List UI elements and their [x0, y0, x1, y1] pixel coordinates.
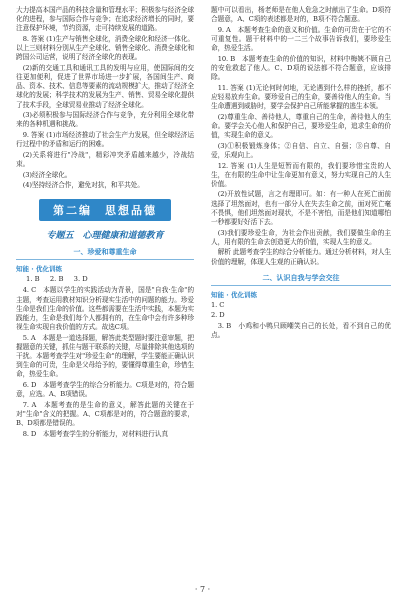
page-number: · 7 ·	[194, 585, 211, 594]
paragraph: 9. 答案 (1)市场经济推动了社会生产力发展，但全球经济运行过程中的矛盾和运行的困难。	[16, 131, 194, 149]
answer-item: 2. B	[49, 275, 64, 284]
section-title	[16, 247, 194, 260]
knowledge-label: 知能 · 优化训练	[16, 265, 62, 274]
section-divider	[211, 285, 391, 286]
paragraph: (3)①积极锻炼身体；②自信、自立、自强；③自尊、自爱，乐观向上。	[211, 141, 391, 159]
paragraph: (2)关系将进行"冷战"，精彩冲突矛盾越来越少，冷战结束。	[16, 150, 194, 168]
paragraph: 5. A 本题是一道选择题，解答此类型题时要注意审题，把握题意的关键，抓住与题干联系的关键，尽量排除其他选项的干扰。本题考查学生对"珍爱生命"的理解，学生要能正确认识到生命的可贵，生命是父母给予的，要懂得尊重生命，珍惜生命，热爱生命。	[16, 333, 194, 379]
left-column	[16, 6, 194, 440]
answers-row	[26, 275, 194, 283]
paragraph: 8. D 本题考查学生的分析能力，对材料进行认真	[22, 429, 168, 438]
section-title-text: 一、珍爱和尊重生命	[73, 248, 137, 257]
paragraph: 6. D 本题考查学生的综合分析能力。C项是对的，符合题意，应选。A、B项错误。	[16, 381, 194, 399]
topic-title: 专题五 心理健康和道德教育	[46, 231, 164, 242]
paragraph: 9. A 本题考查生命的意义和价值。生命的可贵在于它的不可重复性。题干材料中的一二三个故事告诉我们，要珍爱生命，热爱生活。	[211, 25, 391, 53]
paragraph: (3)经济全球化。	[22, 170, 72, 179]
paragraph: 8. 答案 (1)生产与销售全球化，消费全球化和经济一体化。以上三则材料分别从生产全球化、销售全球化、消费全球化和跨国公司运营，说明了经济全球化的表现。	[16, 34, 194, 62]
paragraph: 4. C 本题以学生的实践活动为背景，国是"自我·生命"的主题，考查运用教材知识分析现实生活中的问题的能力。珍爱生命是我们生命的价值。这些都需要在生活中实践，本题为实践能力，生命是我们每个人都拥有的，在生命中会有许多种珍视生命实现自我价值的方式。故选C项。	[16, 286, 194, 332]
part-banner: 第二编 思想品德	[39, 199, 171, 221]
section-title-text: 二、认识自我与学会交往	[262, 273, 340, 282]
right-column	[211, 6, 391, 440]
paragraph: (2)新的交通工具和通讯工具的发明与应用，使国际间的交往更加便利，促进了世界市场进一步扩展，各国间生产、商品、资本、技术、信息等要素的流动规模扩大，推动了经济全球化的发展；科学技术的发展为生产、销售、贸易全球化提供了技术手段，全球贸易业推动了经济全球化。	[16, 63, 194, 109]
answer-item: 3. D	[73, 275, 88, 284]
paragraph: 2. D	[211, 311, 225, 320]
paragraph: 1. C	[211, 300, 225, 309]
paragraph: (4)坚持经济合作，避免对抗，和平共处。	[22, 181, 144, 190]
paragraph: 解析 此题考查学生的综合分析能力。通过分析材料，对人生价值的理解，体现人生观的正确认识。	[211, 248, 391, 266]
paragraph: 3. B 小鸡和小鸭只顾嘲笑自己的长处，看不到自己的优点。	[211, 322, 391, 340]
paragraph: 10. B 本题考查生命的价值的知识，材料中梅姨不顾自己的安危救起了他人。C、D项的说法都不符合题意，应该排除。	[211, 54, 391, 82]
part-banner-wrap	[16, 199, 194, 221]
paragraph: 11. 答案 (1)无论何时何地，无论遇到什么样的挫折，都不应轻易放弃生命。要珍爱自己的生命，要善待他人的生命。当生命遭遇到威胁时，要学会保护自己所能掌握的逃生本领。	[211, 83, 391, 111]
two-column-layout	[16, 6, 391, 440]
answer-item: 1. B	[26, 275, 40, 284]
section-title	[211, 273, 391, 286]
paragraph: 12. 答案 (1)人生是短暂而有限的，我们要珍惜宝贵的人生，在有限的生命中让生命更加有意义，努力实现自己的人生价值。	[211, 161, 391, 188]
paragraph: 大力提高本国产品的科技含量和管理水平；积极参与经济全球化的进程，参与国际合作与竞争；在追求经济增长的同时，要注意保护环境，节约资源，走可持续发展的道路。	[16, 6, 194, 33]
paragraph: (2)开放性试题，言之有理即可。如：有一种人在死亡面前选择了坦然面对，也有一部分人在失去生命之前，面对死亡毫不畏惧，他们坦然面对现状，不是不害怕，而是他们知道哪怕一秒都要好好活下去。	[211, 190, 391, 226]
paragraph: (3)必须积极参与国际经济合作与竞争，充分利用全球化带来的各种机遇和挑战。	[16, 111, 194, 129]
section-divider	[16, 259, 194, 260]
paragraph: 7. A 本题考查的是生命的意义，解答此题的关键在于对"生命"含义的把握。A、C项都是对的，符合题意的要求，B、D项都是错误的。	[16, 400, 194, 428]
paragraph: 题中可以看出，杨老师是在他人危急之时献出了生命。D项符合题意，A、C项的表述都是对的，B项不符合题意。	[211, 6, 391, 24]
paragraph: (3)我们要珍爱生命，为社会作出贡献，我们要做生命的主人，用有限的生命去创造更大的价值，实现人生的意义。	[211, 228, 391, 246]
paragraph: (2)尊重生命、善待他人，尊重自己的生命，善待他人的生命。要学会关心他人和保护自己，要珍爱生命，追求生命的价值，实现生命的意义。	[211, 112, 391, 140]
knowledge-label: 知能 · 优化训练	[211, 290, 257, 299]
